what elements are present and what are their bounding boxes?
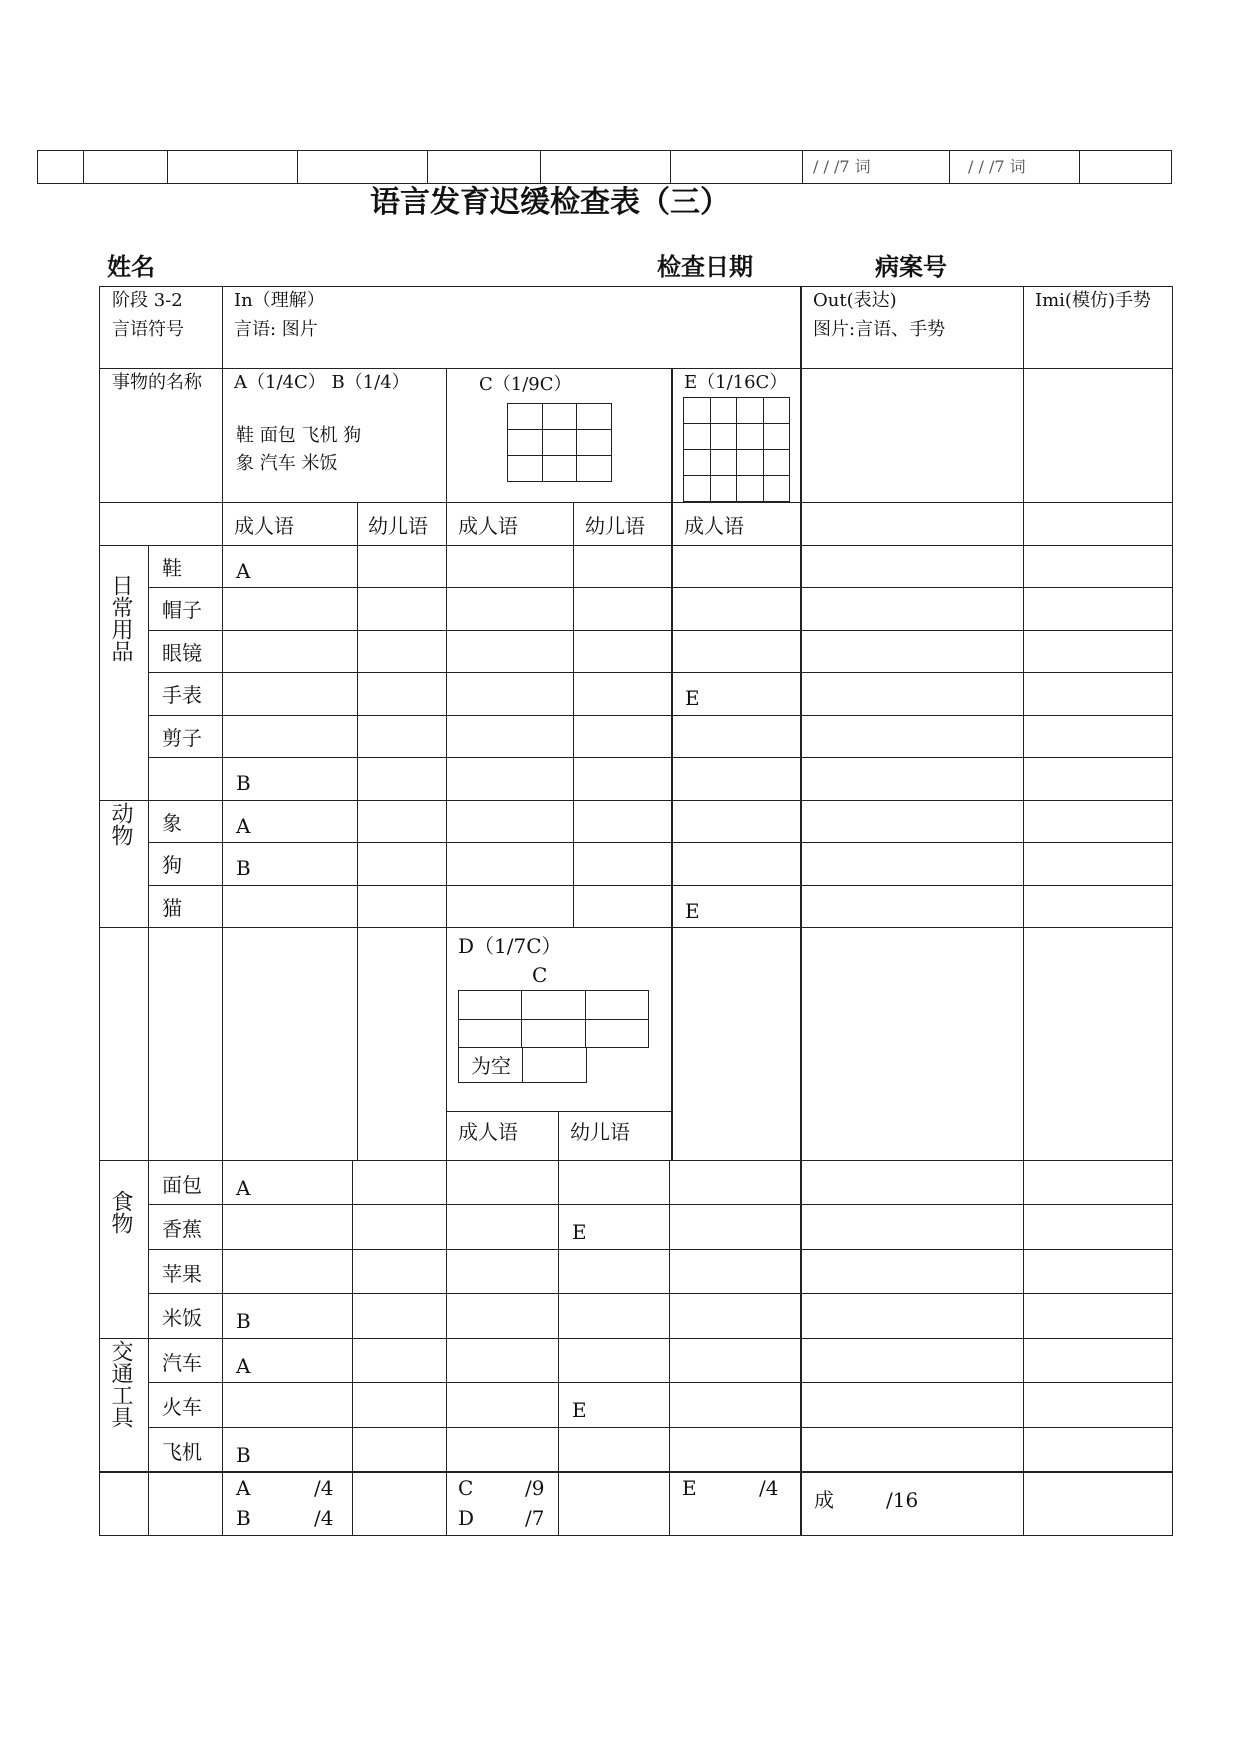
item-car: 汽车 <box>162 1351 202 1375</box>
stage-label: 阶段 3-2 <box>112 290 183 311</box>
total-e-value: /4 <box>759 1476 779 1500</box>
out-sublabel: 图片:言语、手势 <box>813 319 946 340</box>
item-watch: 手表 <box>162 683 202 707</box>
total-b-value: /4 <box>314 1506 334 1530</box>
mark-e-watch: E <box>685 686 700 710</box>
item-glasses: 眼镜 <box>162 641 202 665</box>
item-dog: 狗 <box>162 853 182 877</box>
ab-words-line-1: 鞋 面包 飞机 狗 <box>236 425 362 446</box>
col-adult-e: 成人语 <box>684 514 744 538</box>
item-banana: 香蕉 <box>162 1217 202 1241</box>
total-a-label: A <box>236 1476 251 1500</box>
total-c-label: C <box>458 1476 474 1500</box>
total-d-value: /7 <box>525 1506 545 1530</box>
mark-b-rice: B <box>236 1309 251 1333</box>
mark-a-bread: A <box>236 1176 251 1200</box>
col-adult-ab: 成人语 <box>234 514 294 538</box>
date-label: 检查日期 <box>657 252 753 281</box>
col-child-ab: 幼儿语 <box>368 514 428 538</box>
col-adult-c: 成人语 <box>458 514 518 538</box>
mark-a-shoe: A <box>236 559 251 583</box>
category-daily: 日常用品 <box>108 574 133 662</box>
item-scissors: 剪子 <box>162 726 202 750</box>
mark-e-cat: E <box>685 899 700 923</box>
mark-a-elephant: A <box>236 814 251 838</box>
e-header: E（1/16C） <box>684 372 788 393</box>
ab-words-line-2: 象 汽车 米饭 <box>236 453 338 474</box>
total-cheng-label: 成 <box>814 1488 834 1512</box>
total-e-label: E <box>682 1476 697 1500</box>
category-animals: 动物 <box>108 802 133 846</box>
name-label: 姓名 <box>107 252 155 281</box>
category-transport: 交通工具 <box>108 1340 133 1428</box>
c-header: C（1/9C） <box>479 374 572 395</box>
item-train: 火车 <box>162 1395 202 1419</box>
item-elephant: 象 <box>162 811 182 835</box>
col-child-c: 幼儿语 <box>585 514 645 538</box>
top-strip-cell-1: / / /7 词 <box>813 157 871 176</box>
col-child-d: 幼儿语 <box>570 1120 630 1144</box>
item-name-label: 事物的名称 <box>112 372 202 393</box>
d-header: D（1/7C） <box>458 934 562 958</box>
d-grid-top <box>458 990 649 1048</box>
top-strip-cell-2: / / /7 词 <box>968 157 1026 176</box>
mark-b-dog: B <box>236 856 251 880</box>
case-number-label: 病案号 <box>875 252 947 281</box>
mark-a-car: A <box>236 1354 251 1378</box>
c-grid-3x3 <box>507 403 612 482</box>
stage-sublabel: 言语符号 <box>112 319 184 340</box>
mark-b-plane: B <box>236 1443 251 1467</box>
d-c-label: C <box>532 963 548 987</box>
category-food: 食物 <box>108 1190 133 1234</box>
total-b-label: B <box>236 1506 251 1530</box>
d-empty-label: 为空 <box>471 1054 511 1078</box>
total-a-value: /4 <box>314 1476 334 1500</box>
item-shoe: 鞋 <box>162 556 182 580</box>
mark-e-train: E <box>572 1398 587 1422</box>
total-c-value: /9 <box>525 1476 545 1500</box>
total-cheng-value: /16 <box>886 1488 919 1512</box>
col-adult-d: 成人语 <box>458 1120 518 1144</box>
total-d-label: D <box>458 1506 475 1530</box>
in-label: In（理解） <box>234 290 325 311</box>
item-cat: 猫 <box>162 896 182 920</box>
imi-label: Imi(模仿)手势 <box>1035 290 1151 311</box>
item-apple: 苹果 <box>162 1262 202 1286</box>
item-plane: 飞机 <box>162 1440 202 1464</box>
e-grid-4x4 <box>683 397 790 502</box>
mark-e-banana: E <box>572 1220 587 1244</box>
item-hat: 帽子 <box>162 598 202 622</box>
ab-header: A（1/4C） B（1/4） <box>234 372 410 393</box>
mark-b-daily: B <box>236 771 251 795</box>
page-title: 语言发育迟缓检查表（三） <box>370 185 730 220</box>
in-sublabel: 言语: 图片 <box>234 319 318 340</box>
item-rice: 米饭 <box>162 1306 202 1330</box>
item-bread: 面包 <box>162 1173 202 1197</box>
out-label: Out(表达) <box>813 290 897 311</box>
